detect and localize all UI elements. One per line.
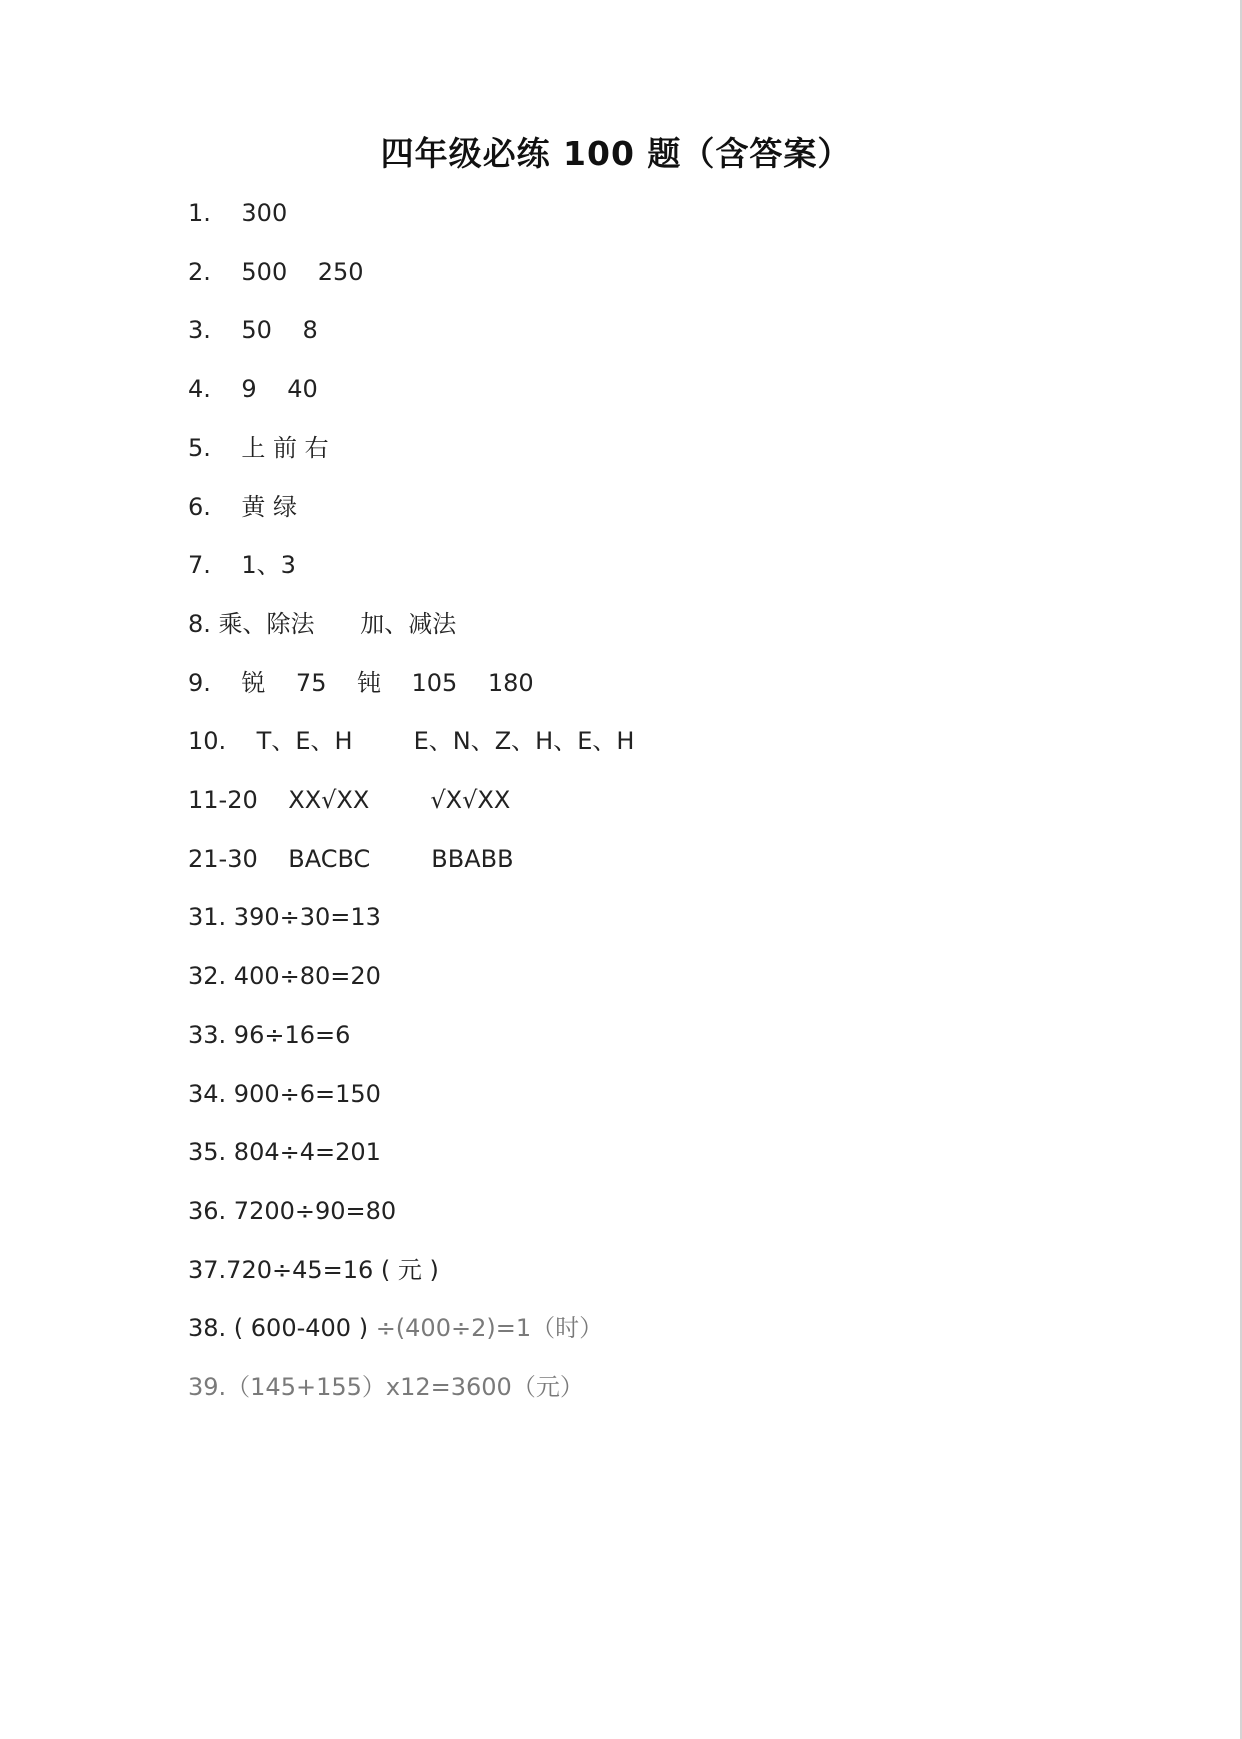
answer-line — [188, 257, 364, 287]
answer-line — [188, 1079, 381, 1109]
answer-text: 1. 300 — [188, 199, 288, 227]
answer-line — [188, 902, 381, 932]
answer-line — [188, 1196, 396, 1226]
answer-text: 3. 50 8 — [188, 316, 318, 345]
answer-line — [188, 1372, 584, 1402]
answer-text: 4. 9 40 — [188, 375, 318, 404]
answer-line — [188, 609, 456, 639]
answer-text: 11-20 XX√XX √X√XX — [188, 786, 511, 814]
answer-line — [188, 492, 297, 522]
answer-text: 38. ( 600-400 ) — [188, 1314, 376, 1343]
answer-line — [188, 668, 534, 698]
answer-text: 10. T、E、H E、N、Z、H、E、H — [188, 727, 635, 756]
answer-line — [188, 785, 510, 815]
answer-text: 5. 上 前 右 — [188, 433, 329, 462]
answer-text: 32. 400÷80=20 — [188, 962, 381, 991]
answer-text: 31. 390÷30=13 — [188, 903, 381, 932]
answer-text: 2. 500 250 — [188, 257, 364, 286]
answer-line — [188, 1137, 381, 1167]
answer-text: 7. 1、3 — [188, 551, 296, 580]
answer-text: 37.720÷45=16 ( 元 ) — [188, 1255, 439, 1284]
answer-line — [188, 198, 287, 228]
answer-text-faded: 39.（145+155）x12=3600（元） — [188, 1373, 584, 1401]
answer-line — [188, 374, 318, 404]
answer-text: 6. 黄 绿 — [188, 492, 298, 521]
answer-line — [188, 1313, 603, 1343]
answer-line — [188, 433, 329, 463]
answer-line — [188, 550, 296, 580]
answer-text: 33. 96÷16=6 — [188, 1020, 351, 1049]
answer-line — [188, 961, 381, 991]
answer-text: 8. 乘、除法 加、减法 — [188, 609, 457, 638]
answer-text: 34. 900÷6=150 — [188, 1079, 381, 1108]
page-title: 四年级必练 100 题（含答案） — [380, 134, 852, 173]
answer-line — [188, 315, 318, 345]
answer-text: 9. 锐 75 钝 105 180 — [188, 668, 534, 697]
answer-text: 36. 7200÷90=80 — [188, 1196, 397, 1225]
answer-text: 21-30 BACBC BBABB — [188, 844, 514, 873]
answer-line — [188, 726, 634, 756]
answer-line — [188, 1020, 350, 1050]
answer-text-faded: ÷(400÷2)=1（时） — [375, 1314, 604, 1343]
answer-line — [188, 1255, 439, 1285]
answer-text: 35. 804÷4=201 — [188, 1138, 381, 1167]
answer-line — [188, 844, 514, 874]
